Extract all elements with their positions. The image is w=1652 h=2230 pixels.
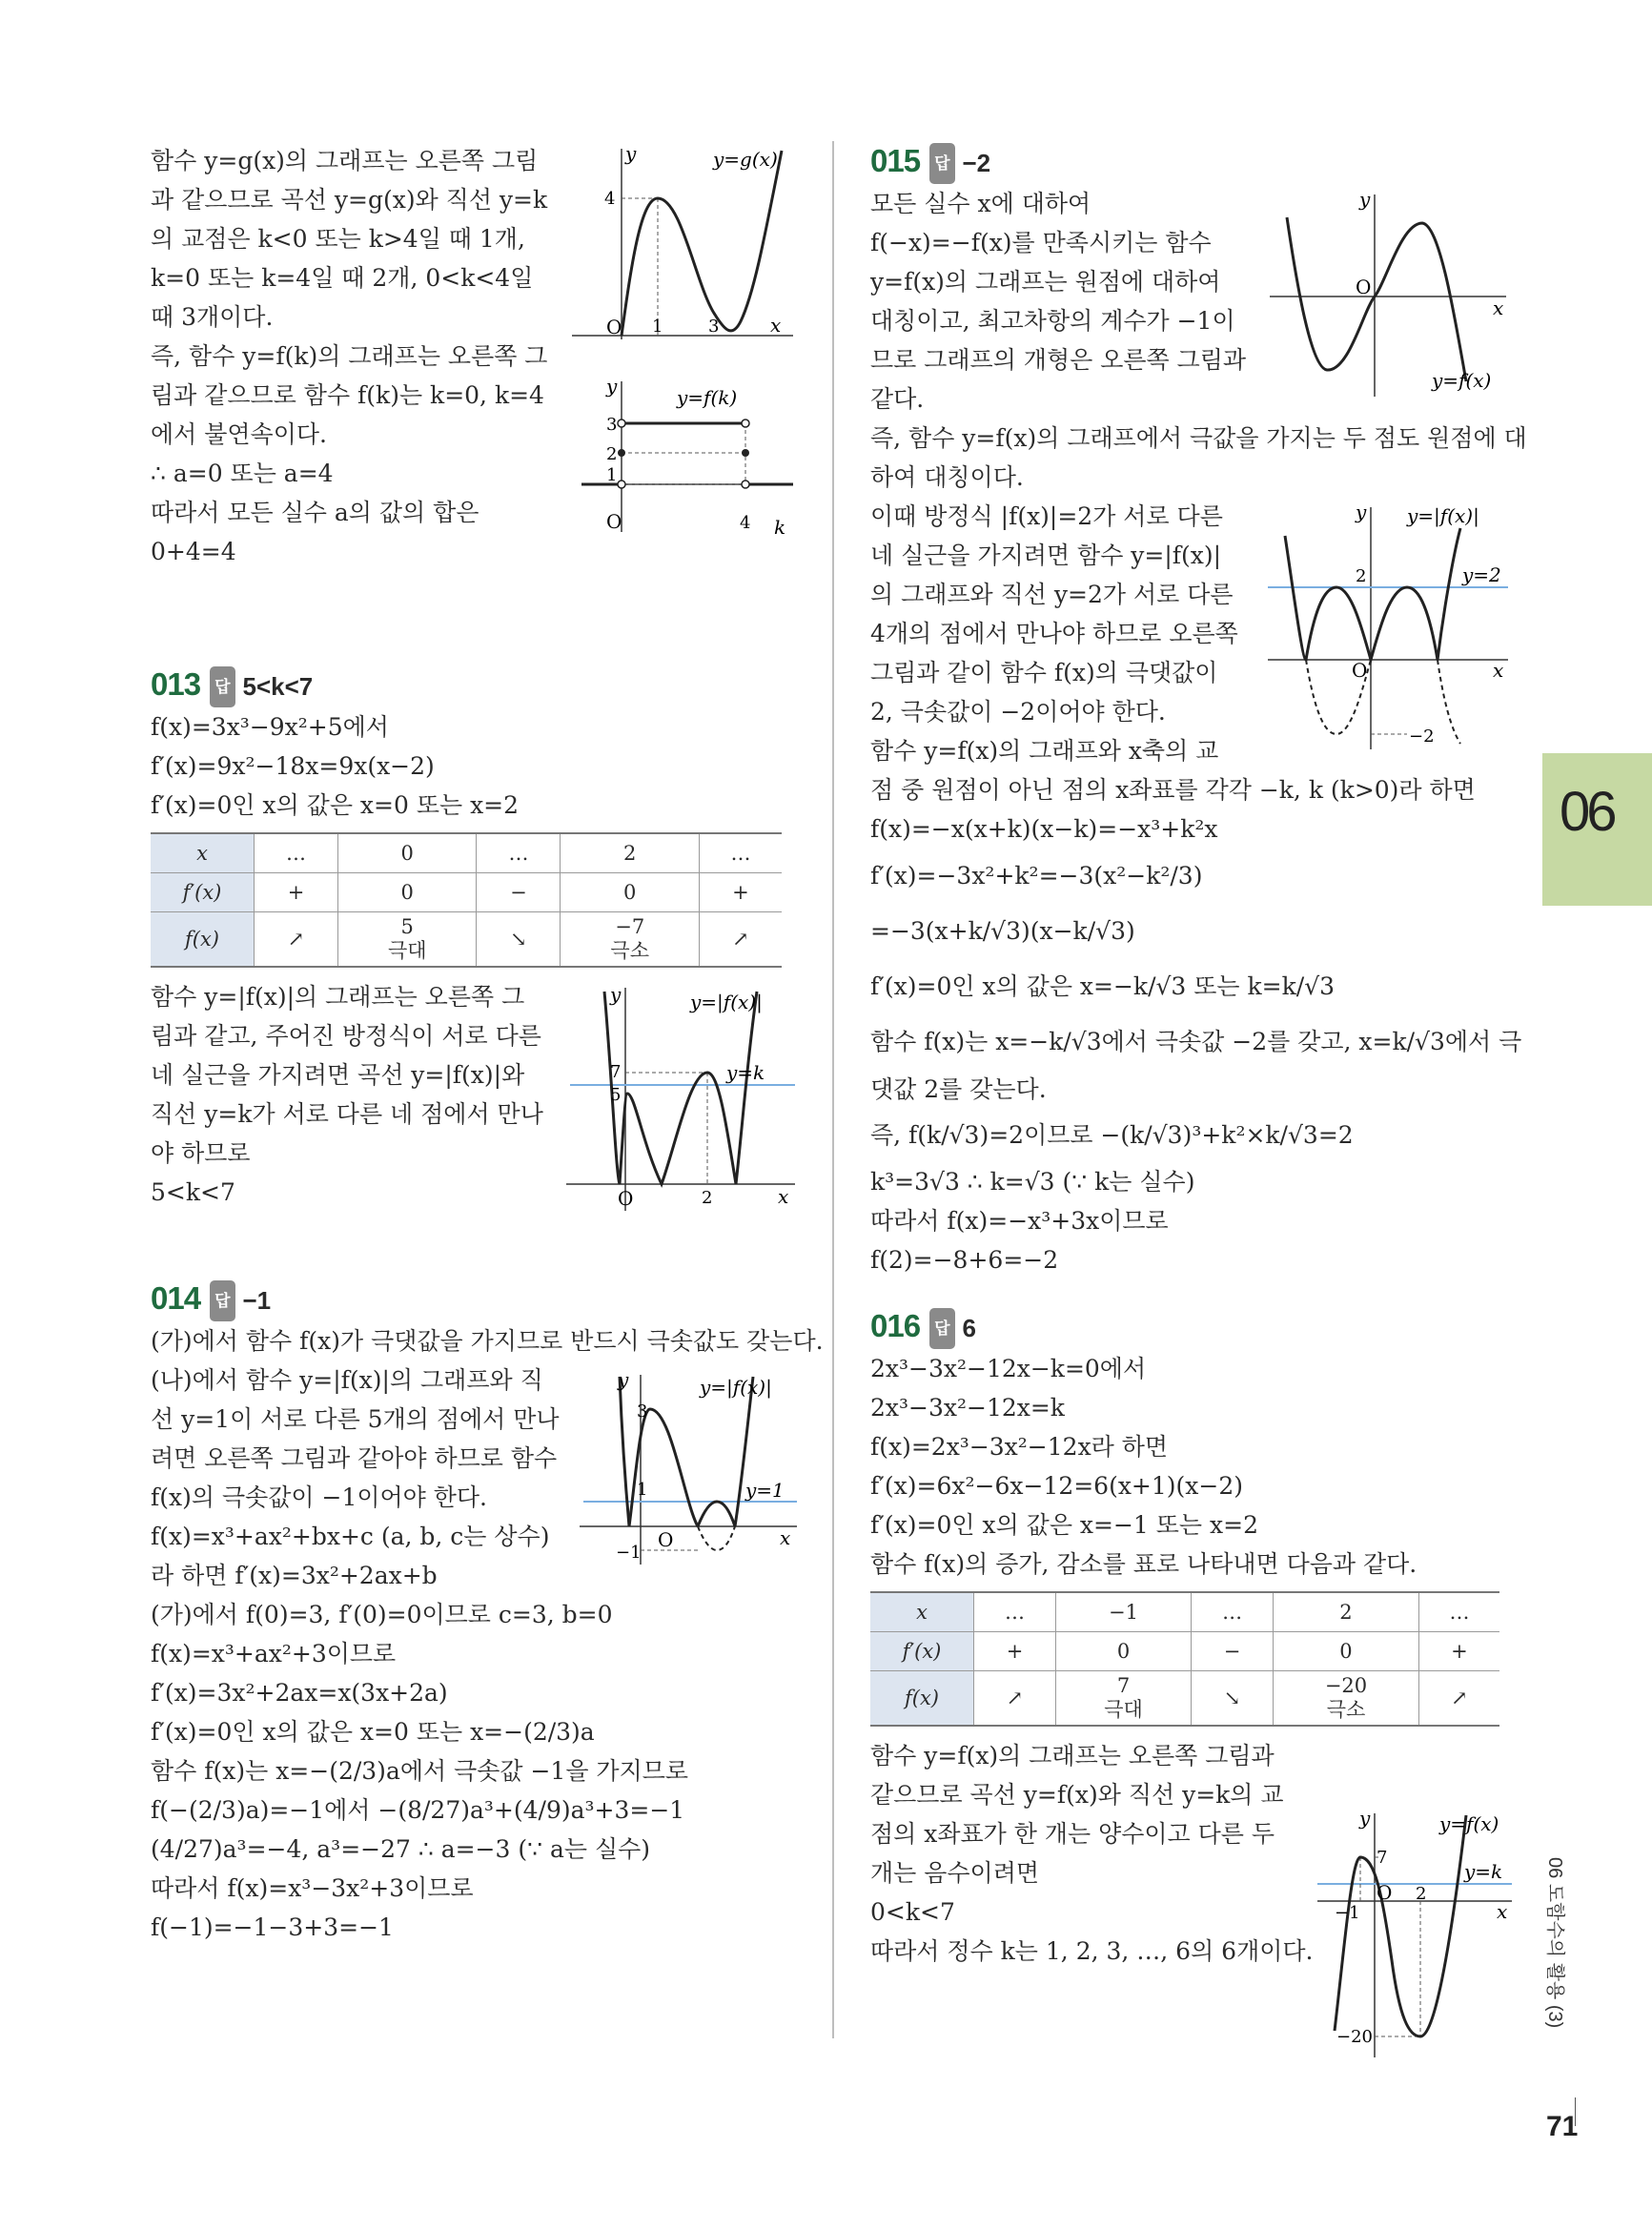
axis-label: y (1359, 188, 1371, 211)
text-line: 함수 f(x)의 증가, 감소를 표로 나타내면 다음과 같다. (870, 1550, 1417, 1578)
text-line: (나)에서 함수 y=|f(x)|의 그래프와 직 (151, 1366, 543, 1394)
page-number: 71 (1546, 2111, 1579, 2142)
curve (1285, 528, 1460, 660)
text-line: f(x)의 극솟값이 −1이어야 한다. (151, 1483, 487, 1511)
text-line: f(−(2/3)a)=−1에서 −(8/27)a³+(4/9)a³+3=−1 (151, 1796, 685, 1824)
variation-table (870, 1591, 1499, 1727)
tick-label: −1 (1335, 1903, 1360, 1923)
tick-label: 1 (637, 1480, 648, 1500)
table-cell: 2 (561, 833, 699, 873)
tick-label: 3 (606, 415, 618, 435)
text-line: 림과 같고, 주어진 방정식이 서로 다른 (151, 1022, 541, 1050)
text-line: f(−1)=−1−3+3=−1 (151, 1913, 394, 1941)
text-line: 0+4=4 (151, 538, 236, 565)
curve-dashed (1438, 660, 1460, 744)
problem-number: 013 (151, 666, 201, 702)
closed-point (618, 449, 625, 457)
axis-label: x (1493, 659, 1504, 682)
right-column (870, 141, 1527, 1971)
table-cell (338, 912, 477, 968)
answer-value: −2 (962, 149, 991, 177)
text-line: (가)에서 함수 f(x)가 극댓값을 가지므로 반드시 극솟값도 갖는다. (151, 1327, 824, 1355)
axis-label: y (610, 983, 622, 1006)
table-row (151, 912, 782, 968)
table-cell: x (870, 1592, 974, 1632)
text-line: 려면 오른쪽 그림과 같아야 하므로 함수 (151, 1444, 558, 1472)
column-divider (832, 141, 834, 2038)
graph-title: y=g(x) (713, 148, 778, 171)
text-line: 같으므로 곡선 y=f(x)와 직선 y=k의 교 (870, 1781, 1284, 1809)
origin-label: O (606, 316, 622, 338)
tick-label: 5 (610, 1085, 622, 1105)
chapter-vertical-label: 06 도함수의 활용 (3) (1544, 1857, 1565, 2029)
problem-header (870, 1306, 1519, 1349)
text-line: 따라서 f(x)=x³−3x²+3이므로 (151, 1874, 474, 1902)
answer-value: −1 (242, 1286, 272, 1315)
text-line: (4/27)a³=−4, a³=−27 ∴ a=−3 (∵ a는 실수) (151, 1835, 651, 1863)
tick-label: −1 (616, 1543, 642, 1563)
answer-badge: 답 (929, 1308, 954, 1349)
axis-label: y (1356, 501, 1367, 523)
text-line: 개는 음수이려면 (870, 1859, 1039, 1887)
axis-label: x (770, 314, 782, 337)
text-line: ∴ a=0 또는 a=4 (151, 460, 334, 487)
text-line: 함수 y=|f(x)|의 그래프는 오른쪽 그 (151, 983, 525, 1011)
table-cell: … (255, 833, 338, 873)
cell-value: −20 (1324, 1674, 1368, 1697)
graph-title: y=f(x) (1439, 1812, 1499, 1835)
text-line: 따라서 정수 k는 1, 2, 3, …, 6의 6개이다. (870, 1937, 1314, 1965)
curve (1335, 1815, 1466, 2036)
table-row (870, 1671, 1499, 1727)
text-line: f(x)=2x³−3x²−12x라 하면 (870, 1433, 1169, 1461)
table-cell: f′(x) (151, 873, 255, 912)
tick-label: 4 (740, 513, 751, 533)
variation-table (151, 832, 782, 968)
table-cell: − (477, 873, 561, 912)
text-line: 네 실근을 가지려면 곡선 y=|f(x)|와 (151, 1061, 525, 1089)
origin-label: O (1352, 659, 1368, 682)
table-cell: −1 (1055, 1592, 1191, 1632)
text-line: 림과 같으므로 함수 f(k)는 k=0, k=4 (151, 381, 544, 409)
text-line: =−3(x+k/√3)(x−k/√3) (870, 917, 1135, 945)
table-cell: − (1192, 1632, 1274, 1671)
text-line: 선 y=1이 서로 다른 5개의 점에서 만나 (151, 1405, 560, 1433)
table-cell: 0 (1274, 1632, 1419, 1671)
graph-title: y=|f(x)| (1407, 504, 1479, 527)
problem-header (151, 665, 799, 707)
cell-sub: 극대 (1104, 1699, 1143, 1721)
curve (735, 1377, 753, 1526)
graph-abs-013 (566, 982, 805, 1211)
text-line: f′(x)=0인 x의 값은 x=0 또는 x=2 (151, 791, 520, 819)
axis-label: x (778, 1185, 789, 1208)
open-point (618, 481, 625, 488)
cell-value: 5 (400, 915, 414, 938)
table-cell: ↘ (477, 912, 561, 968)
problem-header (870, 141, 1519, 184)
text-line: 네 실근을 가지려면 함수 y=|f(x)| (870, 542, 1222, 569)
text-line: 에서 불연속이다. (151, 420, 327, 448)
curve (1287, 217, 1466, 381)
graph-title: y=|f(x)| (700, 1376, 772, 1399)
table-cell: ↗ (255, 912, 338, 968)
graph-odd-015 (1268, 187, 1512, 399)
curve (622, 151, 782, 336)
table-row (151, 833, 782, 873)
axis-label: k (774, 516, 786, 539)
problem-header (151, 1279, 799, 1321)
answer-value: 5<k<7 (242, 672, 314, 701)
origin-label: O (606, 510, 622, 533)
text-line: k=0 또는 k=4일 때 2개, 0<k<4일 (151, 264, 534, 292)
text-line: 의 교점은 k<0 또는 k>4일 때 1개, (151, 225, 525, 253)
tick-label: 7 (1377, 1848, 1388, 1868)
text-line: 즉, 함수 y=f(k)의 그래프는 오른쪽 그 (151, 342, 548, 370)
tick-label: −2 (1409, 726, 1435, 747)
table-cell: 0 (338, 833, 477, 873)
text-line: f′(x)=0인 x의 값은 x=−k/√3 또는 k=k/√3 (870, 972, 1336, 1000)
text-line: 므로 그래프의 개형은 오른쪽 그림과 (870, 346, 1247, 374)
table-cell: … (974, 1592, 1056, 1632)
text-line: 함수 f(x)는 x=−k/√3에서 극솟값 −2를 갖고, x=k/√3에서 극 (870, 1028, 1522, 1055)
text-line: 때 3개이다. (151, 303, 274, 331)
tick-label: 2 (1356, 566, 1367, 586)
text-line: 0<k<7 (870, 1898, 955, 1926)
problem-number: 015 (870, 143, 921, 178)
text-line: 점 중 원점이 아닌 점의 x좌표를 각각 −k, k (k>0)라 하면 (870, 776, 1476, 804)
curve (620, 1377, 629, 1526)
table-cell: x (151, 833, 255, 873)
axis-label: x (780, 1526, 791, 1549)
tick-label: 1 (652, 317, 663, 337)
text-line: f(x)=−x(x+k)(x−k)=−x³+k²x (870, 815, 1218, 843)
text-line: 하여 대칭이다. (870, 463, 1024, 491)
table-cell: ↗ (1418, 1671, 1499, 1727)
table-cell: + (974, 1632, 1056, 1671)
axis-label: y (625, 143, 637, 165)
tick-label: 1 (606, 465, 618, 485)
table-cell: + (255, 873, 338, 912)
text-line: 2x³−3x²−12x−k=0에서 (870, 1355, 1147, 1382)
line-label: y=k (1464, 1860, 1503, 1883)
text-line: f(x)=3x³−9x²+5에서 (151, 713, 389, 741)
text-line: f′(x)=6x²−6x−12=6(x+1)(x−2) (870, 1472, 1243, 1500)
text-line: 함수 y=f(x)의 그래프와 x축의 교 (870, 737, 1219, 765)
text-line: 점의 x좌표가 한 개는 양수이고 다른 두 (870, 1820, 1275, 1848)
table-cell: … (699, 833, 782, 873)
line-label: y=k (726, 1061, 765, 1084)
table-cell: ↗ (974, 1671, 1056, 1727)
curve-reflected (698, 1502, 735, 1526)
axis-label: x (1493, 297, 1504, 319)
table-cell: … (1192, 1592, 1274, 1632)
table-cell: + (1418, 1632, 1499, 1671)
tick-label: 2 (606, 444, 618, 464)
origin-label: O (1377, 1881, 1393, 1904)
axis-label: y (1359, 1808, 1371, 1830)
table-cell: f(x) (151, 912, 255, 968)
curve (629, 1409, 698, 1526)
tick-label: 4 (604, 189, 616, 209)
cell-sub: 극소 (1326, 1699, 1366, 1721)
graph-title: y=f(k) (677, 386, 738, 409)
text-line: 라 하면 f′(x)=3x²+2ax+b (151, 1562, 438, 1589)
tick-label: 3 (708, 317, 720, 337)
text-line: f′(x)=−3x²+k²=−3(x²−k²/3) (870, 862, 1203, 890)
open-point (618, 419, 625, 427)
text-line: 함수 y=g(x)의 그래프는 오른쪽 그림 (151, 147, 539, 174)
table-cell: 0 (338, 873, 477, 912)
text-line: y=f(x)의 그래프는 원점에 대하여 (870, 268, 1221, 296)
answer-badge: 답 (210, 666, 235, 707)
table-row (870, 1592, 1499, 1632)
axis-label: y (606, 378, 618, 398)
text-line: f′(x)=9x²−18x=9x(x−2) (151, 752, 435, 780)
text-line: 2, 극솟값이 −2이어야 한다. (870, 698, 1166, 726)
text-line: 이때 방정식 |f(x)|=2가 서로 다른 (870, 502, 1223, 530)
table-cell: 2 (1274, 1592, 1419, 1632)
closed-point (742, 449, 749, 457)
text-line: f(2)=−8+6=−2 (870, 1246, 1059, 1274)
text-line: f(x)=x³+ax²+3이므로 (151, 1640, 397, 1667)
tick-label: 7 (610, 1062, 622, 1082)
text-line: 모든 실수 x에 대하여 (870, 190, 1091, 217)
origin-label: O (618, 1187, 634, 1210)
text-line: 의 그래프와 직선 y=2가 서로 다른 (870, 581, 1234, 608)
text-line: 댓값 2를 갖는다. (870, 1075, 1047, 1103)
axis-label: x (1497, 1900, 1508, 1923)
text-line: 함수 f(x)는 x=−(2/3)a에서 극솟값 −1을 가지므로 (151, 1757, 689, 1785)
table-cell: + (699, 873, 782, 912)
text-line: 따라서 f(x)=−x³+3x이므로 (870, 1207, 1169, 1235)
table-cell (1055, 1671, 1191, 1727)
table-cell: ↗ (699, 912, 782, 968)
graph-title: y=|f(x)| (690, 991, 763, 1013)
open-point (742, 481, 749, 488)
text-line: 과 같으므로 곡선 y=g(x)와 직선 y=k (151, 186, 548, 214)
text-line: 5<k<7 (151, 1178, 235, 1206)
table-cell: … (1418, 1592, 1499, 1632)
origin-label: O (658, 1528, 674, 1551)
table-cell: 0 (1055, 1632, 1191, 1671)
text-line: 그림과 같이 함수 f(x)의 극댓값이 (870, 659, 1218, 686)
text-line: f(−x)=−f(x)를 만족시키는 함수 (870, 229, 1212, 256)
graph-abs-014 (580, 1369, 805, 1569)
text-line: (가)에서 f(0)=3, f′(0)=0이므로 c=3, b=0 (151, 1601, 613, 1628)
text-line: 함수 y=f(x)의 그래프는 오른쪽 그림과 (870, 1742, 1275, 1770)
cell-sub: 극소 (610, 940, 649, 962)
text-line: 4개의 점에서 만나야 하므로 오른쪽 (870, 620, 1238, 647)
line-label: y=1 (745, 1479, 785, 1502)
graph-abs-015 (1264, 500, 1514, 749)
table-row (870, 1632, 1499, 1671)
graph-f-016 (1315, 1808, 1516, 2057)
text-line: f′(x)=0인 x의 값은 x=0 또는 x=−(2/3)a (151, 1718, 595, 1746)
tick-label: 2 (1416, 1884, 1427, 1904)
table-cell: … (477, 833, 561, 873)
problem-number: 016 (870, 1308, 921, 1343)
text-line: 같다. (870, 385, 925, 413)
table-cell: ↘ (1192, 1671, 1274, 1727)
origin-label: O (1356, 276, 1372, 298)
tick-label: −20 (1336, 2027, 1373, 2047)
table-row (151, 873, 782, 912)
graph-fk (572, 378, 801, 540)
text-line: 즉, 함수 y=f(x)의 그래프에서 극값을 가지는 두 점도 원점에 대 (870, 424, 1527, 452)
table-cell (1274, 1671, 1419, 1727)
text-line: 대칭이고, 최고차항의 계수가 −1이 (870, 307, 1235, 335)
table-cell: f(x) (870, 1671, 974, 1727)
answer-value: 6 (962, 1314, 976, 1342)
text-line: f′(x)=0인 x의 값은 x=−1 또는 x=2 (870, 1511, 1258, 1539)
curve-dashed (698, 1526, 735, 1550)
table-cell: f′(x) (870, 1632, 974, 1671)
text-line: 야 하므로 (151, 1139, 251, 1167)
line-label: y=2 (1462, 563, 1501, 586)
tick-label: 3 (637, 1401, 648, 1422)
tick-label: 2 (702, 1188, 713, 1208)
text-line: 즉, f(k/√3)=2이므로 −(k/√3)³+k²×k/√3=2 (870, 1121, 1354, 1149)
cell-value: −7 (615, 915, 645, 938)
problem-number: 014 (151, 1280, 201, 1316)
cell-sub: 극대 (387, 940, 427, 962)
answer-badge: 답 (929, 143, 954, 184)
table-cell: 0 (561, 873, 699, 912)
cell-value: 7 (1116, 1674, 1131, 1697)
text-line: 직선 y=k가 서로 다른 네 점에서 만나 (151, 1100, 543, 1128)
text-line: 따라서 모든 실수 a의 값의 합은 (151, 499, 479, 526)
table-cell (561, 912, 699, 968)
text-line: f′(x)=3x²+2ax=x(3x+2a) (151, 1679, 448, 1707)
text-line: 2x³−3x²−12x=k (870, 1394, 1065, 1422)
axis-label: y (618, 1369, 629, 1391)
graph-title: y=f(x) (1432, 369, 1492, 392)
text-line: f(x)=x³+ax²+bx+c (a, b, c는 상수) (151, 1523, 550, 1550)
graph-g (572, 143, 801, 343)
open-point (742, 419, 749, 427)
text-line: k³=3√3 ∴ k=√3 (∵ k는 실수) (870, 1168, 1195, 1196)
answer-badge: 답 (210, 1280, 235, 1321)
curve (604, 992, 757, 1184)
chapter-tab-label: 06 (1560, 781, 1614, 843)
